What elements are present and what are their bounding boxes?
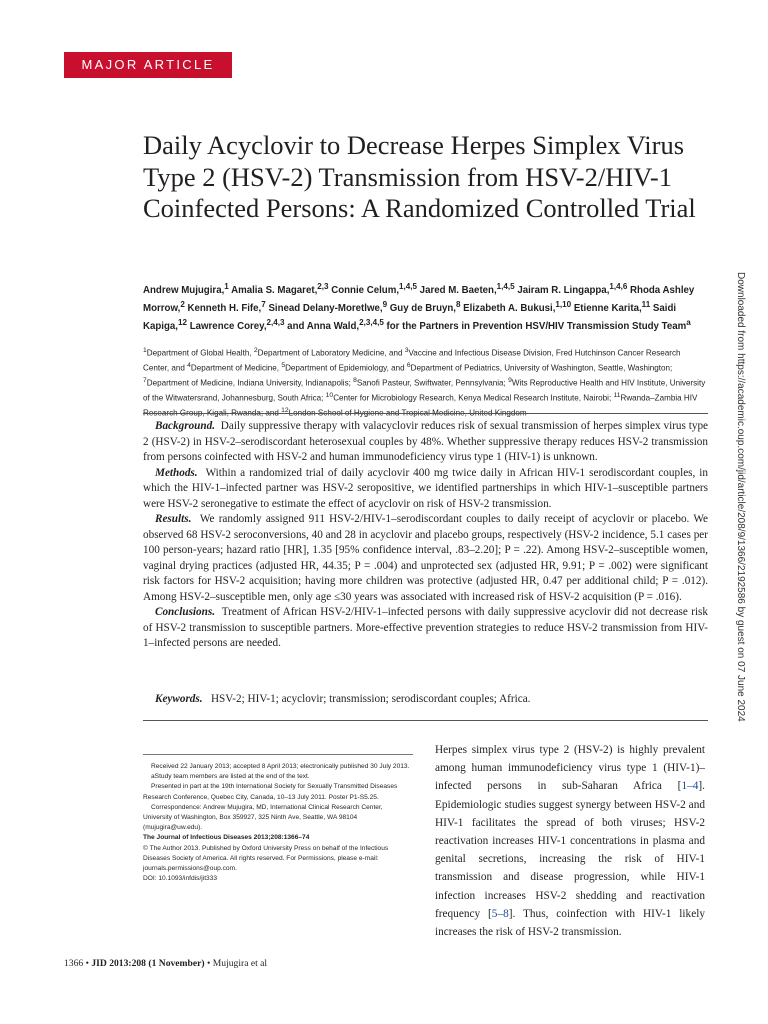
- abstract-top-rule: [143, 413, 708, 414]
- author[interactable]: Connie Celum,$^{1,4,5}$: [328, 282, 417, 297]
- author[interactable]: Jairam R. Lingappa,$^{1,4,6}$: [514, 282, 628, 297]
- author[interactable]: Saidi Kapiga,$^{12}$: [143, 302, 677, 332]
- journal-citation: The Journal of Infectious Diseases 2013;208:1366–74: [143, 834, 310, 842]
- body-text: [435, 741, 705, 941]
- download-watermark: Downloaded from https://academic.oup.com/jid/article/208/9/1366/2192586 by guest on 07 June 2024: [735, 272, 746, 722]
- citation-link[interactable]: 1–4: [681, 780, 699, 793]
- intro-paragraph: Herpes simplex virus type 2 (HSV-2) is highly prevalent among human immunodeficiency virus type 1 (HIV-1)–infected persons in sub-Saharan Africa [1–4]. Epidemiologic studies suggest synergy between HSV-2 and HIV-1 facilitates the spread of both viruses; HSV-2 reactivation increases HIV-1 concentrations in plasma and genital secretions, increasing the risk of HIV-1 transmission and disease progression, while HIV-1 infection increases HSV-2 shedding and reactivation frequency [5–8]. Thus, coinfection with HIV-1 likely increases the risk of HSV-2 transmission.: [435, 744, 705, 939]
- page-number: 1366: [64, 958, 84, 969]
- author-list: [143, 280, 708, 333]
- page-footer: 1366 • JID 2013:208 (1 November) • Mujugira et al: [64, 958, 268, 969]
- issue-info: 2013:208 (1 November): [106, 958, 205, 969]
- author[interactable]: Lawrence Corey,$^{2,4,3}$: [187, 317, 285, 332]
- received-dates: Received 22 January 2013; accepted 8 April 2013; electronically published 30 July 2013.: [151, 763, 410, 770]
- author[interactable]: Elizabeth A. Bukusi,$^{1,10}$: [460, 299, 572, 314]
- abstract-background: Background. Daily suppressive therapy with valacyclovir reduces risk of sexual transmission of herpes simplex virus type 2 (HSV-2) in HSV-2–serodiscordant heterosexual couples by 48%. Whether suppressive therapy reduces HSV-2 transmission from persons coinfected with HSV-2 and human immunodeficiency virus type 1 (HIV-1) is unknown.: [143, 420, 708, 463]
- author[interactable]: Etienne Karita,$^{11}$: [571, 299, 651, 314]
- journal-abbrev: JID: [91, 958, 107, 969]
- copyright-note: © The Author 2013. Published by Oxford University Press on behalf of the Infectious Diseases Society of America. All rights reserved. For Permissions, please e-mail: journals.permissions@oup.com.: [143, 844, 389, 873]
- study-team[interactable]: for the Partners in Prevention HSV/HIV Transmission Study Team$^a$: [383, 317, 691, 332]
- doi: DOI: 10.1093/infdis/jit333: [143, 875, 218, 883]
- author[interactable]: Sinead Delany-Moretlwe,$^9$: [265, 299, 388, 314]
- keywords: Keywords. HSV-2; HIV-1; acyclovir; transmission; serodiscordant couples; Africa.: [155, 693, 531, 705]
- abstract-conclusions: Conclusions. Treatment of African HSV-2/HIV-1–infected persons with daily suppressive acyclovir did not decrease risk of HSV-2 transmission to susceptible partners. More-effective prevention strategies to reduce HSV-2 transmission from HIV-1–infected persons are needed.: [143, 606, 709, 649]
- study-team-note: aStudy team members are listed at the end of the text.: [151, 773, 310, 781]
- abstract: [143, 419, 708, 652]
- running-author: Mujugira et al: [212, 958, 268, 969]
- abstract-results: Results. We randomly assigned 911 HSV-2/HIV-1–serodiscordant couples to daily receipt of acyclovir or placebo. We observed 68 HSV-2 seroconversions, 40 and 28 in acyclovir and placebo groups, respectively (HSV-2 incidence, 5.1 cases per 100 person-years; hazard ratio [HR], 1.35 [95% confidence interval, .83–2.20]; P = .22). Among HSV-2–susceptible women, vaginal drying practices (adjusted HR, 44.35; P = .004) and unprotected sex (adjusted HR, 9.91; P = .002) were significant risk factors for HSV-2 acquisition; having more children was protective (adjusted HR, 0.47 per additional child; P = .012). Among HSV-2–susceptible men, only age ≤30 years was associated with increased risk of HSV-2 acquisition (P = .016).: [143, 513, 708, 603]
- presented-note: Presented in part at the 19th International Society for Sexually Transmitted Diseases Research Conference, Quebec City, Canada, 10–13 July 2011. Poster P1-S5.25.: [143, 783, 398, 801]
- article-notes: [143, 762, 413, 884]
- citation-link[interactable]: 5–8: [491, 907, 509, 920]
- author[interactable]: Kenneth H. Fife,$^7$: [184, 299, 266, 314]
- abstract-bottom-rule: [143, 720, 708, 721]
- article-title: Daily Acyclovir to Decrease Herpes Simplex Virus Type 2 (HSV-2) Transmission from HSV-2/HIV-1 Coinfected Persons: A Randomized Controlled Trial: [143, 130, 696, 223]
- author[interactable]: Andrew Mujugira,$^1$: [143, 282, 229, 297]
- article-type-badge: MAJOR ARTICLE: [64, 52, 232, 78]
- abstract-methods: Methods. Within a randomized trial of daily acyclovir 400 mg twice daily in African HIV-1 serodiscordant couples, in which the HIV-1–infected partner was HSV-2 seropositive, we identified partnerships in which HIV-1–susceptible partners were HSV-2 seronegative to estimate the effect of acyclovir on risk of HSV-2 transmission.: [143, 466, 709, 510]
- author[interactable]: Guy de Bruyn,$^8$: [387, 299, 461, 314]
- correspondence-note: Correspondence: Andrew Mujugira, MD, International Clinical Research Center, University of Washington, Box 359927, 325 Ninth Ave, Seattle, WA 98104 (mujugira@uw.edu).: [143, 803, 383, 832]
- author[interactable]: and Anna Wald,$^{2,3,4,5}$: [284, 317, 384, 332]
- author[interactable]: Amalia S. Magaret,$^{2,3}$: [228, 282, 329, 297]
- author[interactable]: Rhoda Ashley Morrow,$^2$: [143, 285, 695, 314]
- author[interactable]: Jared M. Baeten,$^{1,4,5}$: [416, 282, 515, 297]
- footnote-rule: [143, 754, 413, 755]
- affiliations: $^1$Department of Global Health, $^2$Department of Laboratory Medicine, and $^3$Vaccine and Infectious Disease Division, Fred Hutchinson Cancer Research Center, and $^4$Department of Medicine, $^5$Department of Epidemiology, and $^6$Department of Pediatrics, University of Washington, Seattle, Washington; $^7$Department of Medicine, Indiana University, Indianapolis; $^8$Sanofi Pasteur, Swiftwater, Pennsylvania; $^9$Wits Reproductive Health and HIV Institute, University of the Witwatersrand, Johannesburg, South Africa; $^{10}$Center for Microbiology Research, Kenya Medical Research Institute, Nairobi; $^{11}$Rwanda–Zambia HIV Research Group, Kigali, Rwanda; and $^{12}$London School of Hygiene and Tropical Medicine, United Kingdom: [143, 347, 706, 419]
